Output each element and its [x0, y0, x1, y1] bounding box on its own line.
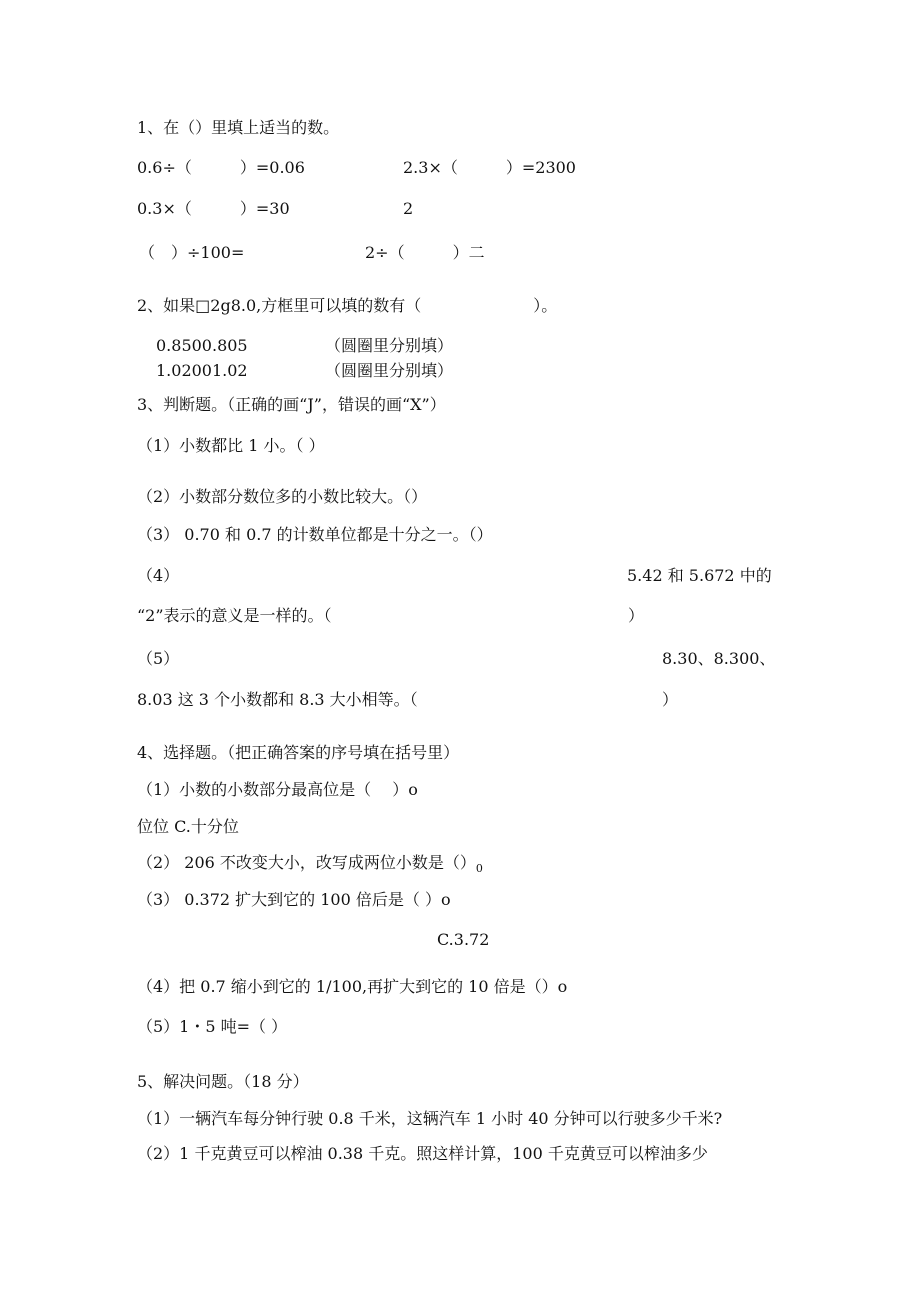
- q5-title: 5、解决问题。（18 分）: [137, 1072, 309, 1091]
- q1-row1-right: 2.3×（ ）=2300: [403, 158, 576, 177]
- q2-line1-note: （圆圈里分别填）: [325, 336, 454, 355]
- q1-row1-left: 0.6÷（ ）=0.06: [137, 158, 305, 177]
- q3-item4-label: （4）: [137, 566, 180, 585]
- q3-item4-right: 5.42 和 5.672 中的: [627, 566, 772, 585]
- q1-row3-left: （ ）÷100=: [139, 243, 245, 262]
- q3-item3: （3） 0.70 和 0.7 的计数单位都是十分之一。（）: [137, 525, 493, 544]
- q1-title: 1、在（）里填上适当的数。: [137, 118, 340, 137]
- q4-item1-options: 位位 C.十分位: [137, 817, 239, 836]
- q3-item5-close: ）: [662, 690, 679, 709]
- q4-item4: （4）把 0.7 缩小到它的 1/100,再扩大到它的 10 倍是（）o: [137, 977, 568, 996]
- q3-item4-cont: “2”表示的意义是一样的。（: [137, 606, 332, 625]
- q4-item3: （3） 0.372 扩大到它的 100 倍后是（ ）o: [137, 890, 451, 909]
- q4-title: 4、选择题。（把正确答案的序号填在括号里）: [137, 743, 460, 762]
- q4-item1: （1）小数的小数部分最高位是（ ）o: [137, 780, 418, 799]
- q3-item1: （1）小数都比 1 小。（ ）: [137, 436, 325, 455]
- q4-item2-text: （2） 206 不改变大小，改写成两位小数是（）: [137, 853, 476, 872]
- q2-title: 2、如果□2g8.0,方框里可以填的数有（ ）。: [137, 296, 558, 315]
- q1-row3-right: 2÷（ ）二: [365, 243, 485, 262]
- q3-item2: （2）小数部分数位多的小数比较大。（）: [137, 487, 428, 506]
- q5-item1: （1）一辆汽车每分钟行驶 0.8 千米，这辆汽车 1 小时 40 分钟可以行驶多少千米?: [137, 1109, 723, 1128]
- q3-item4-close: ）: [628, 606, 645, 625]
- q1-row2-right: 2: [403, 199, 414, 218]
- q2-line1-value: 0.8500.805: [156, 336, 248, 355]
- q3-item5-cont: 8.03 这 3 个小数都和 8.3 大小相等。（: [137, 690, 418, 709]
- q3-item5-label: （5）: [137, 649, 180, 668]
- q4-item2-subscript: 0: [475, 862, 483, 875]
- q4-item3-option: C.3.72: [437, 930, 490, 949]
- q3-title: 3、判断题。（正确的画“J”，错误的画“X”）: [137, 395, 446, 414]
- q1-row2-left: 0.3×（ ）=30: [137, 199, 290, 218]
- q2-line2-value: 1.02001.02: [156, 361, 248, 380]
- q4-item5: （5）1・5 吨=（ ）: [137, 1017, 288, 1036]
- q4-item2: [137, 853, 483, 875]
- q2-line2-note: （圆圈里分别填）: [325, 361, 454, 380]
- q5-item2: （2）1 千克黄豆可以榨油 0.38 千克。照这样计算，100 千克黄豆可以榨油多少: [137, 1144, 708, 1163]
- q3-item5-right: 8.30、8.300、: [662, 649, 776, 668]
